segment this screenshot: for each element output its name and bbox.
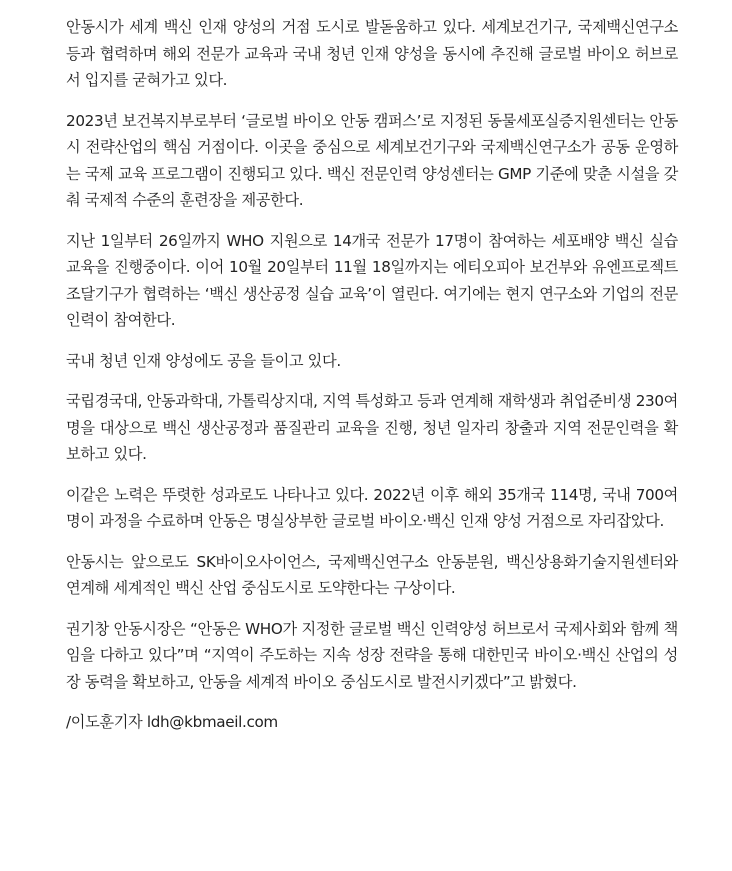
article-paragraph-3: 지난 1일부터 26일까지 WHO 지원으로 14개국 전문가 17명이 참여하는 세포배양 백신 실습 교육을 진행중이다. 이어 10월 20일부터 11월 18일까지는 에티오피아 보건부와 유엔프로젝트조달기구가 협력하는 ‘백신 생산공정 실습 교육’이 열린다. 여기에는 현지 연구소와 기업의 전문 인력이 참여한다. [66, 231, 678, 329]
article-paragraph-1: 안동시가 세계 백신 인재 양성의 거점 도시로 발돋움하고 있다. 세계보건기구, 국제백신연구소 등과 협력하며 해외 전문가 교육과 국내 청년 인재 양성을 동시에 추진해 글로벌 바이오 허브로서 입지를 굳혀가고 있다. [66, 18, 678, 89]
article-paragraph-5: 국립경국대, 안동과학대, 가톨릭상지대, 지역 특성화고 등과 연계해 재학생과 취업준비생 230여 명을 대상으로 백신 생산공정과 품질관리 교육을 진행, 청년 일자리 창출과 지역 전문인력을 확보하고 있다. [66, 392, 678, 463]
article-paragraph-4: 국내 청년 인재 양성에도 공을 들이고 있다. [66, 351, 341, 370]
article-paragraph-8: 권기창 안동시장은 “안동은 WHO가 지정한 글로벌 백신 인력양성 허브로서 국제사회와 함께 책임을 다하고 있다”며 “지역이 주도하는 지속 성장 전략을 통해 대한민국 바이오·백신 산업의 성장 동력을 확보하고, 안동을 세계적 바이오 중심도시로 발전시키겠다”고 밝혔다. [66, 619, 678, 691]
article-paragraph-7: 안동시는 앞으로도 SK바이오사이언스, 국제백신연구소 안동분원, 백신상용화기술지원센터와 연계해 세계적인 백신 산업 중심도시로 도약한다는 구상이다. [66, 552, 678, 597]
article-body [66, 14, 678, 736]
author-byline: /이도훈기자 ldh@kbmaeil.com [66, 713, 278, 731]
article-paragraph-2: 2023년 보건복지부로부터 ‘글로벌 바이오 안동 캠퍼스’로 지정된 동물세포실증지원센터는 안동시 전략산업의 핵심 거점이다. 이곳을 중심으로 세계보건기구와 국제백신연구소가 공동 운영하는 국제 교육 프로그램이 진행되고 있다. 백신 전문인력 양성센터는 GMP 기준에 맞춘 시설을 갖춰 국제적 수준의 훈련장을 제공한다. [66, 111, 678, 209]
article-paragraph-6: 이같은 노력은 뚜렷한 성과로도 나타나고 있다. 2022년 이후 해외 35개국 114명, 국내 700여 명이 과정을 수료하며 안동은 명실상부한 글로벌 바이오·백신 인재 양성 거점으로 자리잡았다. [66, 485, 678, 530]
